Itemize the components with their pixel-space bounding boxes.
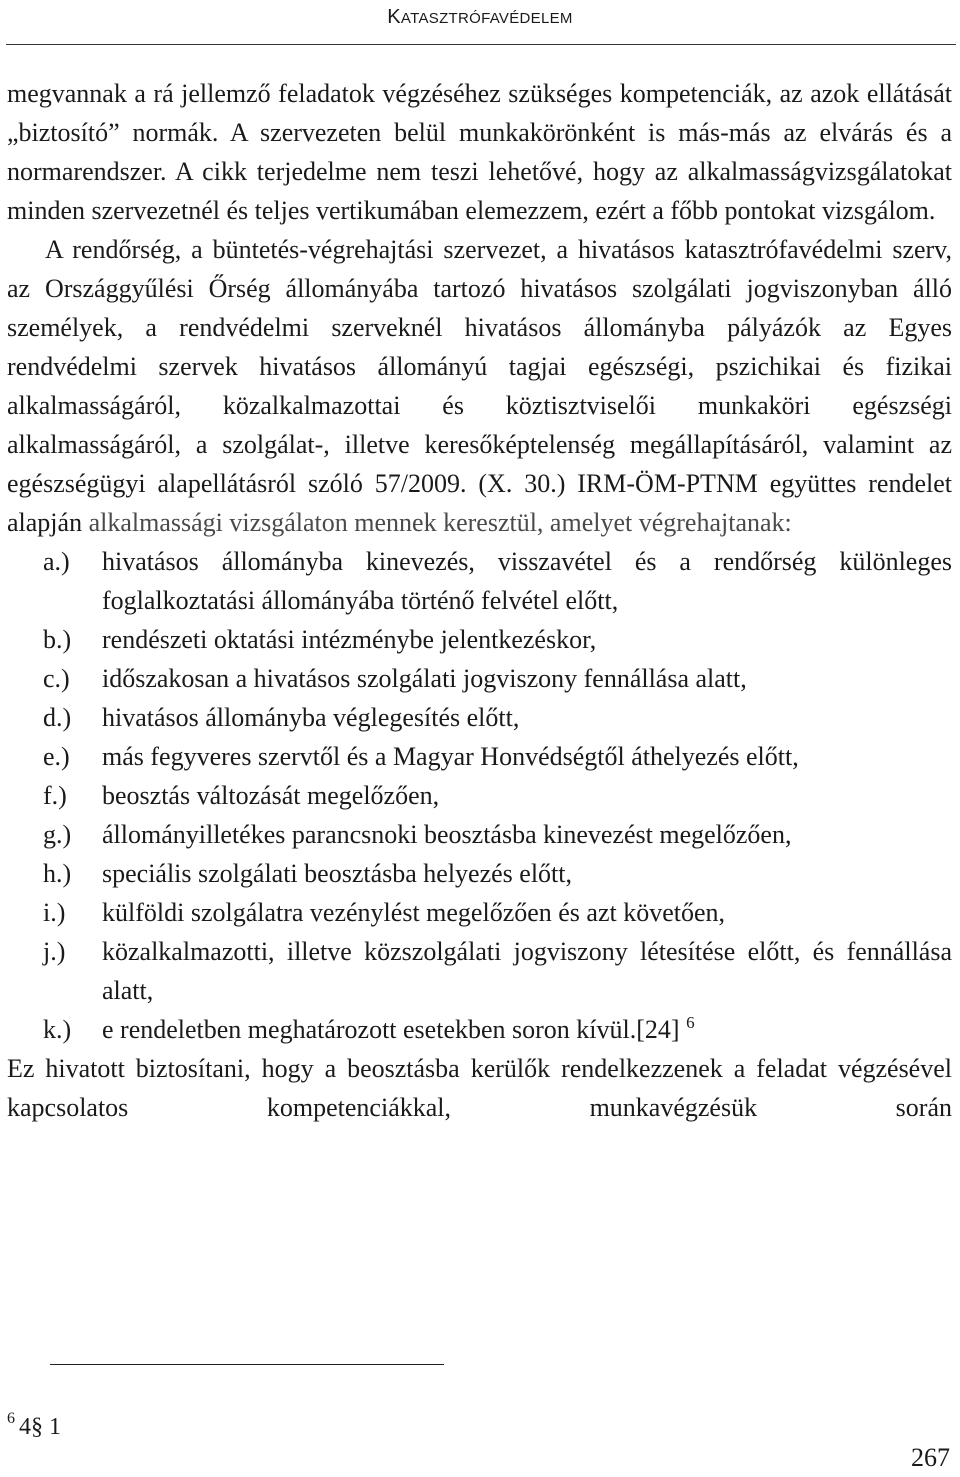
footnote-rule [50, 1364, 444, 1365]
running-title-initial: K [387, 6, 401, 28]
list-marker: g.) [43, 820, 72, 849]
list-item-text: beosztás változását megelőzően, [102, 781, 440, 810]
list-item [7, 815, 952, 854]
page-body [7, 74, 952, 1127]
list-item [7, 1010, 952, 1049]
list-item-text: időszakosan a hivatásos szolgálati jogviszony fennállása alatt, [102, 664, 747, 693]
list-item-text: más fegyveres szervtől és a Magyar Honvédségtől áthelyezés előtt, [102, 742, 799, 771]
list-item [7, 854, 952, 893]
paragraph-conclusion: Ez hivatott biztosítani, hogy a beosztásba kerülők rendelkezzenek a feladat végzésével kapcsolatos kompetenciákkal, munkavégzésük során [7, 1054, 952, 1122]
list-item-text: közalkalmazotti, illetve közszolgálati jogviszony létesítése előtt, és fennállása alatt, [102, 937, 952, 1005]
paragraph-regulation-tail: alkalmassági vizsgálaton mennek keresztül, amelyet végrehajtanak: [88, 508, 792, 537]
list-item-text: hivatásos állományba kinevezés, visszavétel és a rendőrség különleges foglalkoztatási állományába történő felvétel előtt, [102, 547, 952, 615]
list-item-text: rendészeti oktatási intézménybe jelentkezéskor, [102, 625, 597, 654]
list-item [7, 932, 952, 1010]
list-item [7, 620, 952, 659]
footnote-reference: 6 [686, 1013, 695, 1032]
list-item [7, 893, 952, 932]
list-item-text: külföldi szolgálatra vezénylést megelőzően és azt követően, [102, 898, 726, 927]
list-marker: c.) [43, 664, 70, 693]
list-marker: a.) [43, 547, 70, 576]
list-item-text: speciális szolgálati beosztásba helyezés előtt, [102, 859, 572, 888]
footnote [7, 1412, 61, 1442]
list-item [7, 776, 952, 815]
footnote-number: 6 [7, 1410, 15, 1427]
paragraph-regulation [7, 230, 952, 542]
list-marker: i.) [43, 898, 66, 927]
paragraph-regulation-main: A rendőrség, a büntetés-végrehajtási szervezet, a hivatásos katasztrófavédelmi szerv, az Országgyűlési Őrség állományába tartozó hivatásos szolgálati jogviszonyban álló személyek, a rendvédelmi szerveknél hivatásos állományba pályázók az Egyes rendvédelmi szervek hivatásos állományú tagjai egészségi, pszichikai és fizikai alkalmasságáról, közalkalmazottai és köztisztviselői munkaköri egészségi alkalmasságáról, a szolgálat-, illetve keresőképtelenség megállapításáról, valamint az egészségügyi alapellátásról szóló 57/2009. (X. 30.) IRM-ÖM-PTNM együttes rendelet alapján [7, 235, 952, 537]
examination-cases-list [7, 542, 952, 1049]
list-marker: e.) [43, 742, 70, 771]
list-marker: b.) [43, 625, 72, 654]
list-marker: f.) [43, 781, 67, 810]
list-marker: h.) [43, 859, 72, 888]
footnote-text: 4§ 1 [19, 1414, 61, 1440]
running-header [0, 0, 960, 48]
paragraph-intro: megvannak a rá jellemző feladatok végzéséhez szükséges kompetenciák, az azok ellátását „biztosító” normák. A szervezeten belül munkakörönként is más-más az elvárás és a normarendszer. A cikk terjedelme nem teszi lehetővé, hogy az alkalmasságvizsgálatokat minden szervezetnél és teljes vertikumában elemezzem, ezért a főbb pontokat vizsgálom. [7, 79, 952, 225]
list-item [7, 737, 952, 776]
list-marker: j.) [43, 937, 66, 966]
list-item-text: hivatásos állományba véglegesítés előtt, [102, 703, 520, 732]
list-item [7, 698, 952, 737]
list-item-text: állományilletékes parancsnoki beosztásba kinevezést megelőzően, [102, 820, 792, 849]
list-item-text: e rendeletben meghatározott esetekben soron kívül.[24] [102, 1015, 680, 1044]
list-item [7, 542, 952, 620]
header-rule [6, 44, 956, 45]
list-marker: d.) [43, 703, 72, 732]
list-item [7, 659, 952, 698]
running-title: ATASZTRÓFAVÉDELEM [400, 10, 573, 27]
list-marker: k.) [43, 1015, 72, 1044]
page-number: 267 [911, 1443, 950, 1472]
